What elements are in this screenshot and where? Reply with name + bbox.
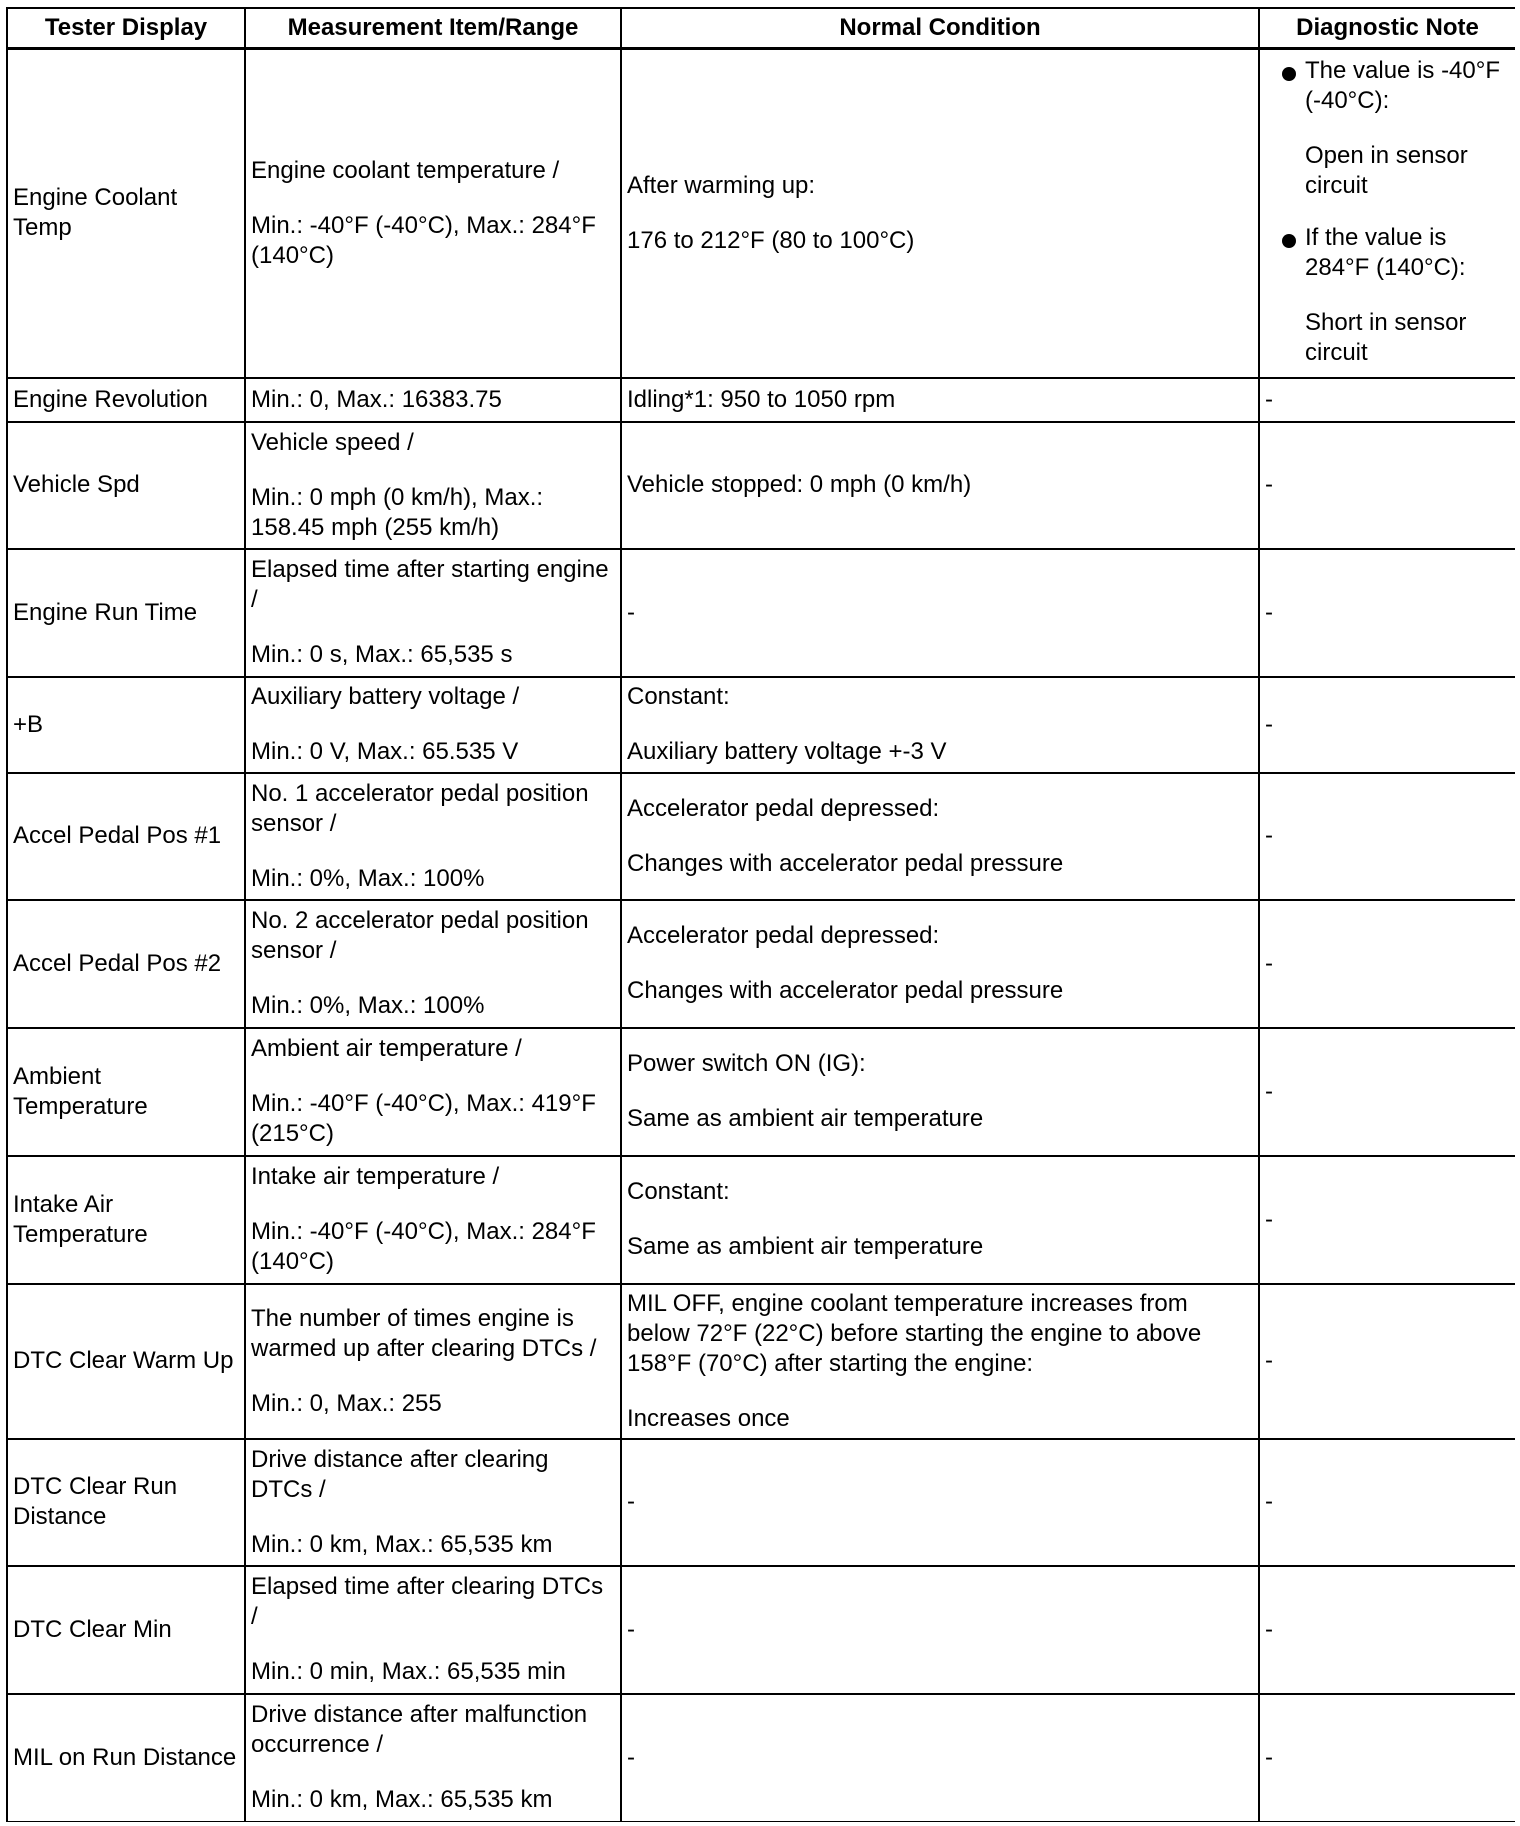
table-header-row (7, 8, 1515, 49)
paragraph-gap (251, 186, 615, 211)
header-measurement-item-range: Measurement Item/Range (245, 8, 621, 49)
paragraph-gap (251, 1632, 615, 1657)
normal-condition-cell (621, 900, 1259, 1028)
paragraph-gap (251, 458, 615, 483)
table-row (7, 378, 1515, 422)
diagnostic-note-cell: - (1259, 422, 1515, 549)
normal-condition-cell (621, 1694, 1259, 1822)
tester-display-cell: Intake Air Temperature (7, 1156, 245, 1284)
cell-paragraph: Engine coolant temperature / (251, 156, 560, 184)
paragraph-gap (251, 839, 615, 864)
cell-paragraph: Drive distance after malfunction occurrence / (251, 1701, 588, 1758)
cell-paragraph: Power switch ON (IG): (627, 1050, 866, 1077)
normal-condition-cell (621, 378, 1259, 422)
cell-paragraph: 176 to 212°F (80 to 100°C) (627, 226, 915, 254)
normal-condition-cell (621, 773, 1259, 900)
paragraph-gap (251, 1505, 615, 1530)
data-list-container (6, 7, 1515, 1822)
table-row (7, 49, 1515, 378)
tester-display-cell: DTC Clear Warm Up (7, 1284, 245, 1439)
cell-paragraph: The number of times engine is warmed up after clearing DTCs / (251, 1304, 597, 1362)
data-list-table (6, 7, 1515, 1822)
paragraph-gap (627, 712, 1253, 737)
tester-display-cell: MIL on Run Distance (7, 1694, 245, 1822)
tester-display-cell: Engine Run Time (7, 549, 245, 677)
table-row (7, 900, 1515, 1028)
diagnostic-note-cell: - (1259, 549, 1515, 677)
normal-condition-cell (621, 49, 1259, 378)
cell-paragraph: Constant: (627, 683, 730, 710)
diagnostic-note-cell: - (1259, 773, 1515, 900)
diagnostic-note-condition: The value is -40°F (-40°C): (1305, 57, 1501, 114)
cell-paragraph: Min.: -40°F (-40°C), Max.: 284°F (140°C) (251, 211, 596, 269)
paragraph-gap (251, 1364, 615, 1389)
paragraph-gap (627, 951, 1253, 976)
cell-paragraph: Elapsed time after clearing DTCs / (251, 1573, 604, 1630)
diagnostic-note-condition: If the value is 284°F (140°C): (1305, 224, 1466, 281)
cell-paragraph: Min.: 0 mph (0 km/h), Max.: 158.45 mph (255 km/h) (251, 483, 544, 541)
cell-paragraph: Min.: 0 min, Max.: 65,535 min (251, 1658, 566, 1685)
cell-paragraph: MIL OFF, engine coolant temperature increases from below 72°F (22°C) before starting the engine to above 158°F (70°C) after starting the engine: (627, 1289, 1202, 1377)
table-row (7, 773, 1515, 900)
diagnostic-note-list (1265, 56, 1510, 368)
diagnostic-note-cell: - (1259, 1439, 1515, 1566)
paragraph-gap (627, 1379, 1253, 1404)
table-row (7, 1156, 1515, 1284)
paragraph-gap (251, 1760, 615, 1785)
cell-paragraph: Drive distance after clearing DTCs / (251, 1445, 549, 1503)
diagnostic-note-cell: - (1259, 1284, 1515, 1439)
measurement-item-range-cell (245, 1566, 621, 1694)
diagnostic-note-cell: - (1259, 900, 1515, 1028)
tester-display-cell: DTC Clear Min (7, 1566, 245, 1694)
normal-condition-cell (621, 549, 1259, 677)
cell-paragraph: Min.: 0, Max.: 16383.75 (251, 385, 502, 413)
normal-condition-cell (621, 1028, 1259, 1156)
table-row (7, 1028, 1515, 1156)
tester-display-cell: Accel Pedal Pos #2 (7, 900, 245, 1028)
diagnostic-note-cell: - (1259, 378, 1515, 422)
cell-paragraph: Elapsed time after starting engine / (251, 556, 609, 613)
cell-paragraph: Min.: 0%, Max.: 100% (251, 864, 485, 892)
tester-display-cell: Accel Pedal Pos #1 (7, 773, 245, 900)
cell-paragraph: Min.: 0 V, Max.: 65.535 V (251, 738, 519, 765)
diagnostic-note-cell: - (1259, 1028, 1515, 1156)
header-normal-condition: Normal Condition (621, 8, 1259, 49)
cell-paragraph: Changes with accelerator pedal pressure (627, 849, 1064, 877)
cell-paragraph: Increases once (627, 1404, 790, 1432)
diagnostic-note-cell: - (1259, 1566, 1515, 1694)
cell-paragraph: - (627, 1488, 635, 1515)
header-tester-display: Tester Display (7, 8, 245, 49)
cell-paragraph: Vehicle speed / (251, 428, 414, 456)
header-diagnostic-note: Diagnostic Note (1259, 8, 1515, 49)
cell-paragraph: Min.: 0, Max.: 255 (251, 1389, 442, 1417)
cell-paragraph: Accelerator pedal depressed: (627, 794, 940, 822)
table-row (7, 422, 1515, 549)
table-row (7, 1439, 1515, 1566)
measurement-item-range-cell (245, 1156, 621, 1284)
measurement-item-range-cell (245, 900, 621, 1028)
measurement-item-range-cell (245, 1694, 621, 1822)
cell-paragraph: Min.: 0 s, Max.: 65,535 s (251, 641, 513, 668)
paragraph-gap (251, 1192, 615, 1217)
diagnostic-note-item (1265, 56, 1510, 201)
cell-paragraph: Accelerator pedal depressed: (627, 922, 940, 949)
table-row (7, 1284, 1515, 1439)
table-body (7, 49, 1515, 1822)
normal-condition-cell (621, 422, 1259, 549)
cell-paragraph: After warming up: (627, 171, 816, 199)
tester-display-cell: Vehicle Spd (7, 422, 245, 549)
paragraph-gap (627, 824, 1253, 849)
cell-paragraph: Idling*1: 950 to 1050 rpm (627, 385, 896, 413)
tester-display-cell: DTC Clear Run Distance (7, 1439, 245, 1566)
diagnostic-note-item (1265, 223, 1510, 368)
bullet-icon (1282, 67, 1296, 81)
paragraph-gap (627, 1079, 1253, 1104)
normal-condition-cell (621, 1284, 1259, 1439)
cell-paragraph: - (627, 1743, 635, 1771)
cell-paragraph: - (627, 598, 635, 626)
measurement-item-range-cell (245, 1439, 621, 1566)
paragraph-gap (627, 201, 1253, 226)
normal-condition-cell (621, 677, 1259, 773)
normal-condition-cell (621, 1156, 1259, 1284)
paragraph-gap (251, 615, 615, 640)
cell-paragraph: Intake air temperature / (251, 1163, 500, 1190)
measurement-item-range-cell (245, 549, 621, 677)
diagnostic-note-detail: Open in sensor circuit (1305, 142, 1468, 199)
diagnostic-note-cell: - (1259, 677, 1515, 773)
cell-paragraph: Min.: 0%, Max.: 100% (251, 992, 485, 1019)
cell-paragraph: Min.: 0 km, Max.: 65,535 km (251, 1530, 553, 1558)
measurement-item-range-cell (245, 773, 621, 900)
table-row (7, 1694, 1515, 1822)
cell-paragraph: Ambient air temperature / (251, 1035, 522, 1062)
measurement-item-range-cell (245, 422, 621, 549)
normal-condition-cell (621, 1566, 1259, 1694)
table-row (7, 1566, 1515, 1694)
bullet-icon (1282, 234, 1296, 248)
cell-paragraph: No. 1 accelerator pedal position sensor / (251, 779, 589, 837)
measurement-item-range-cell (245, 1028, 621, 1156)
cell-paragraph: Same as ambient air temperature (627, 1233, 984, 1260)
paragraph-gap (251, 966, 615, 991)
measurement-item-range-cell (245, 49, 621, 378)
cell-paragraph: Vehicle stopped: 0 mph (0 km/h) (627, 471, 972, 498)
paragraph-gap (627, 1207, 1253, 1232)
measurement-item-range-cell (245, 677, 621, 773)
table-row (7, 677, 1515, 773)
cell-paragraph: Min.: -40°F (-40°C), Max.: 284°F (140°C) (251, 1218, 596, 1275)
cell-paragraph: Changes with accelerator pedal pressure (627, 977, 1064, 1004)
cell-paragraph: Min.: 0 km, Max.: 65,535 km (251, 1786, 553, 1813)
measurement-item-range-cell (245, 1284, 621, 1439)
tester-display-cell: +B (7, 677, 245, 773)
paragraph-gap (1305, 116, 1510, 141)
cell-paragraph: No. 2 accelerator pedal position sensor / (251, 907, 589, 964)
paragraph-gap (1305, 283, 1510, 308)
tester-display-cell: Engine Coolant Temp (7, 49, 245, 378)
table-row (7, 549, 1515, 677)
paragraph-gap (251, 712, 615, 737)
normal-condition-cell (621, 1439, 1259, 1566)
diagnostic-note-detail: Short in sensor circuit (1305, 309, 1467, 366)
diagnostic-note-cell: - (1259, 1694, 1515, 1822)
cell-paragraph: Auxiliary battery voltage / (251, 683, 520, 710)
diagnostic-note-cell (1259, 49, 1515, 378)
diagnostic-note-cell: - (1259, 1156, 1515, 1284)
tester-display-cell: Ambient Temperature (7, 1028, 245, 1156)
cell-paragraph: Min.: -40°F (-40°C), Max.: 419°F (215°C) (251, 1090, 596, 1147)
cell-paragraph: - (627, 1615, 635, 1643)
cell-paragraph: Same as ambient air temperature (627, 1105, 984, 1132)
measurement-item-range-cell (245, 378, 621, 422)
paragraph-gap (251, 1064, 615, 1089)
tester-display-cell: Engine Revolution (7, 378, 245, 422)
cell-paragraph: Constant: (627, 1178, 730, 1205)
cell-paragraph: Auxiliary battery voltage +-3 V (627, 738, 947, 765)
